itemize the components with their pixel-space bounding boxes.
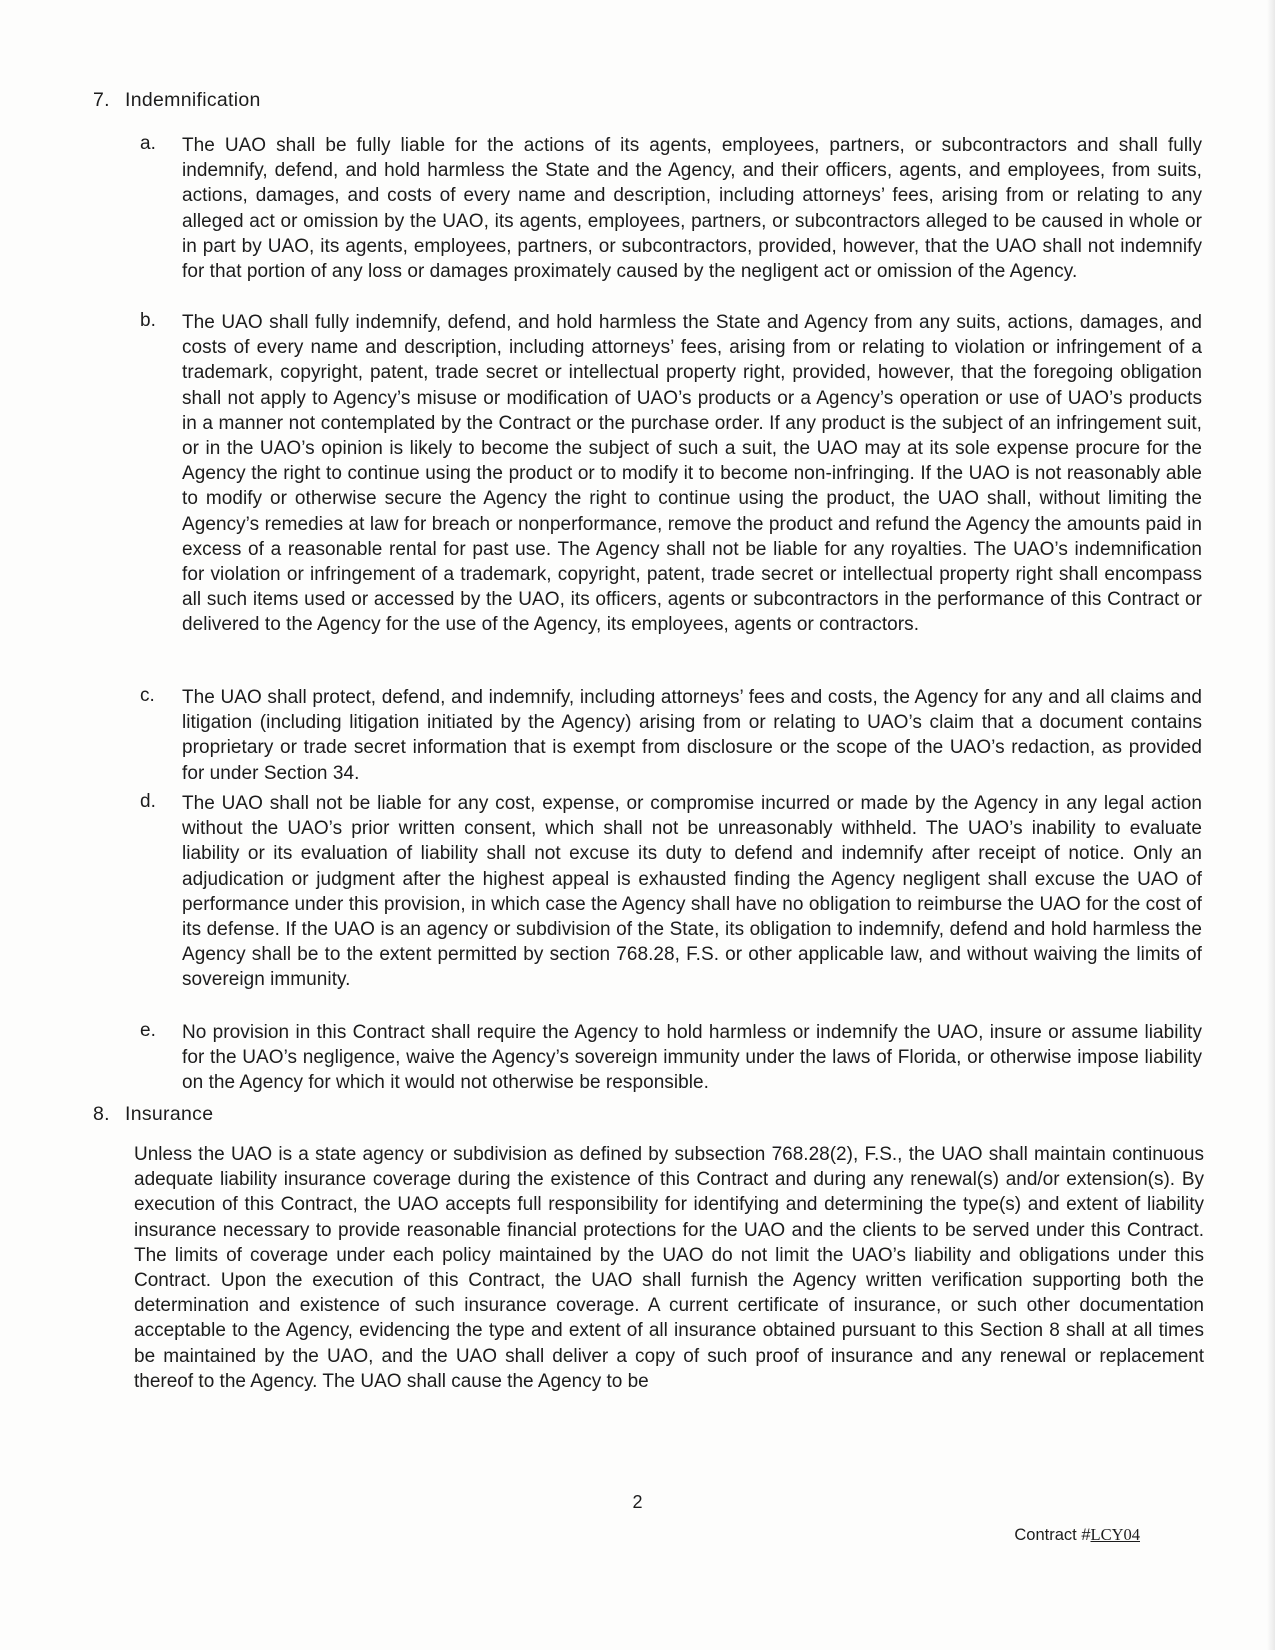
item-marker: d. (140, 791, 156, 812)
page-number: 2 (632, 1492, 643, 1512)
section-7-title: Indemnification (125, 89, 261, 111)
section-8-heading (93, 1103, 213, 1126)
item-marker: e. (140, 1020, 156, 1041)
contract-footer (1014, 1525, 1140, 1545)
indemnification-item-c (140, 685, 1202, 786)
item-marker: c. (140, 685, 155, 706)
insurance-paragraph: Unless the UAO is a state agency or subdivision as defined by subsection 768.28(2), F.S., the UAO shall maintain continuous adequate liability insurance coverage during the existence of this Contract and during any renewal(s) and/or extension(s). By execution of this Contract, the UAO accepts full responsibility for identifying and determining the type(s) and extent of liability insurance necessary to provide reasonable financial protections for the UAO and the clients to be served under this Contract. The limits of coverage under each policy maintained by the UAO do not limit the UAO’s liability and obligations under this Contract. Upon the execution of this Contract, the UAO shall furnish the Agency written verification supporting both the determination and existence of such insurance coverage. A current certificate of insurance, or such other documentation acceptable to the Agency, evidencing the type and extent of all insurance obtained pursuant to this Section 8 shall at all times be maintained by the UAO, and the UAO shall deliver a copy of such proof of insurance and any renewal or replacement thereof to the Agency. The UAO shall cause the Agency to be (134, 1144, 1204, 1392)
item-text: The UAO shall be fully liable for the actions of its agents, employees, partners, or subcontractors and shall fully indemnify, defend, and hold harmless the State and the Agency, and their officers, agents, and employees, from suits, actions, damages, and costs of every name and description, including attorneys’ fees, arising from or relating to any alleged act or omission by the UAO, its agents, employees, partners, or subcontractors alleged to be caused in whole or in part by UAO, its agents, employees, partners, or subcontractors, provided, however, that the UAO shall not indemnify for that portion of any loss or damages proximately caused by the negligent act or omission of the Agency. (182, 135, 1202, 283)
indemnification-item-d (140, 791, 1202, 993)
item-text: The UAO shall not be liable for any cost, expense, or compromise incurred or made by the Agency in any legal action without the UAO’s prior written consent, which shall not be unreasonably withheld. The UAO’s inability to evaluate liability or its evaluation of liability shall not excuse its duty to defend and indemnify after receipt of notice. Only an adjudication or judgment after the highest appeal is exhausted finding the Agency negligent shall excuse the UAO of performance under this provision, in which case the Agency shall have no obligation to reimburse the UAO for the cost of its defense. If the UAO is an agency or subdivision of the State, its obligation to indemnify, defend and hold harmless the Agency shall be to the extent permitted by section 768.28, F.S. or other applicable law, and without waiving the limits of sovereign immunity. (182, 793, 1202, 991)
indemnification-item-b (140, 310, 1202, 638)
section-7-heading (93, 89, 261, 112)
contract-label: Contract # (1014, 1526, 1091, 1544)
item-text: No provision in this Contract shall require the Agency to hold harmless or indemnify the UAO, insure or assume liability for the UAO’s negligence, waive the Agency’s sovereign immunity under the laws of Florida, or otherwise impose liability on the Agency for which it would not otherwise be responsible. (182, 1022, 1202, 1094)
item-marker: b. (140, 310, 156, 331)
item-text: The UAO shall fully indemnify, defend, and hold harmless the State and Agency from any suits, actions, damages, and costs of every name and description, including attorneys’ fees, arising from or relating to violation or infringement of a trademark, copyright, patent, trade secret or intellectual property right, provided, however, that the foregoing obligation shall not apply to Agency’s misuse or modification of UAO’s products or a Agency’s operation or use of UAO’s products in a manner not contemplated by the Contract or the purchase order. If any product is the subject of an infringement suit, or in the UAO’s opinion is likely to become the subject of such a suit, the UAO may at its sole expense procure for the Agency the right to continue using the product or to modify it to become non-infringing. If the UAO is not reasonably able to modify or otherwise secure the Agency the right to continue using the product, the UAO shall, without limiting the Agency’s remedies at law for breach or nonperformance, remove the product and refund the Agency the amounts paid in excess of a reasonable rental for past use. The Agency shall not be liable for any royalties. The UAO’s indemnification for violation or infringement of a trademark, copyright, patent, trade secret or intellectual property right shall encompass all such items used or accessed by the UAO, its officers, agents or subcontractors in the performance of this Contract or delivered to the Agency for the use of the Agency, its employees, agents or contractors. (182, 312, 1202, 636)
page-edge-shadow (1267, 0, 1275, 1650)
item-marker: a. (140, 133, 156, 154)
section-8-number: 8. (93, 1103, 110, 1125)
section-7-number: 7. (93, 89, 110, 111)
item-text: The UAO shall protect, defend, and indemnify, including attorneys’ fees and costs, the Agency for any and all claims and litigation (including litigation initiated by the Agency) arising from or relating to UAO’s claim that a document contains proprietary or trade secret information that is exempt from disclosure or the scope of the UAO’s redaction, as provided for under Section 34. (182, 687, 1202, 784)
contract-number: LCY04 (1090, 1525, 1140, 1544)
indemnification-item-a (140, 133, 1202, 284)
indemnification-item-e (140, 1020, 1202, 1096)
section-8-title: Insurance (125, 1103, 214, 1125)
